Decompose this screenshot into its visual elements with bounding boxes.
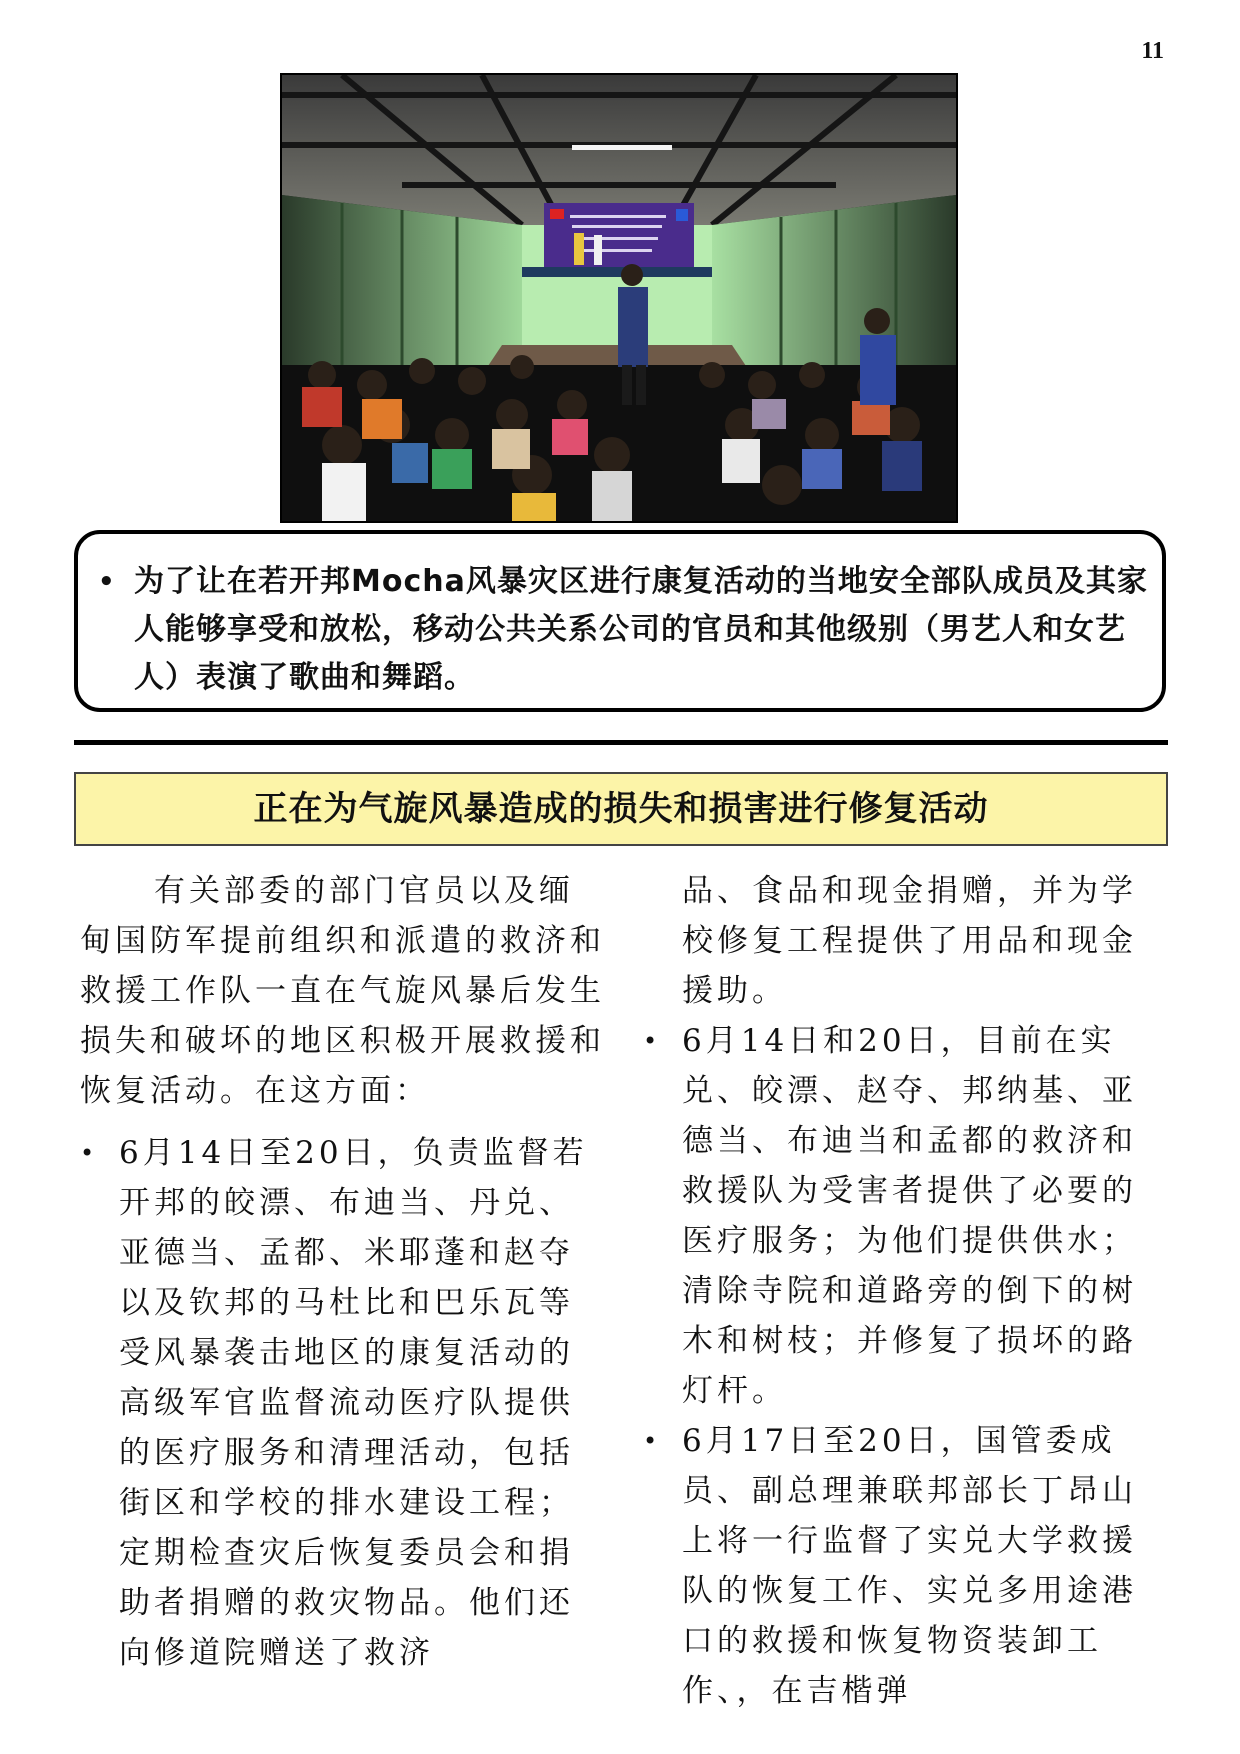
section-heading: 正在为气旋风暴造成的损失和损害进行修复活动 [74, 772, 1168, 846]
section-divider [74, 740, 1168, 745]
caption-text: • 为了让在若开邦Mocha风暴灾区进行康复活动的当地安全部队成员及其家人能够享受和放松，移动公共关系公司的官员和其他级别（男艺人和女艺人）表演了歌曲和舞蹈。 [92, 558, 1148, 702]
article-bullet-1: • 6月14日至20日，负责监督若开邦的皎漂、布迪当、丹兑、亚德当、孟都、米耶蓬和赵夺以及钦邦的马杜比和巴乐瓦等受风暴袭击地区的康复活动的高级军官监督流动医疗队提供的医疗服务和清理活动，包括街区和学校的排水建设工程；定期检查灾后恢复委员会和捐助者捐赠的救灾物品。他们还向修道院赠送了救济 [80, 1128, 608, 1678]
article-bullet-3: • 6月17日至20日，国管委成员、副总理兼联邦部长丁昂山上将一行监督了实兑大学救援队的恢复工作、实兑多用途港口的救援和恢复物资装卸工作、，在吉楷弹 [643, 1416, 1171, 1716]
page-number: 11 [1141, 38, 1164, 64]
event-photo [280, 73, 958, 523]
article-bullet-1-continued: 品、食品和现金捐赠，并为学校修复工程提供了用品和现金援助。 [682, 873, 1137, 1009]
article-intro: 有关部委的部门官员以及缅甸国防军提前组织和派遣的救济和救援工作队一直在气旋风暴后发生损失和破坏的地区积极开展救援和恢复活动。在这方面： [80, 873, 605, 1109]
article-bullet-2: • 6月14日和20日，目前在实兑、皎漂、赵夺、邦纳基、亚德当、布迪当和孟都的救济和救援队为受害者提供了必要的医疗服务；为他们提供供水；清除寺院和道路旁的倒下的树木和树枝；并修复了损坏的路灯杆。 [643, 1016, 1171, 1416]
article-column-left [80, 866, 608, 1678]
article-column-right [643, 866, 1171, 1716]
photo-caption-box [74, 530, 1166, 712]
photo-icon [282, 75, 956, 521]
